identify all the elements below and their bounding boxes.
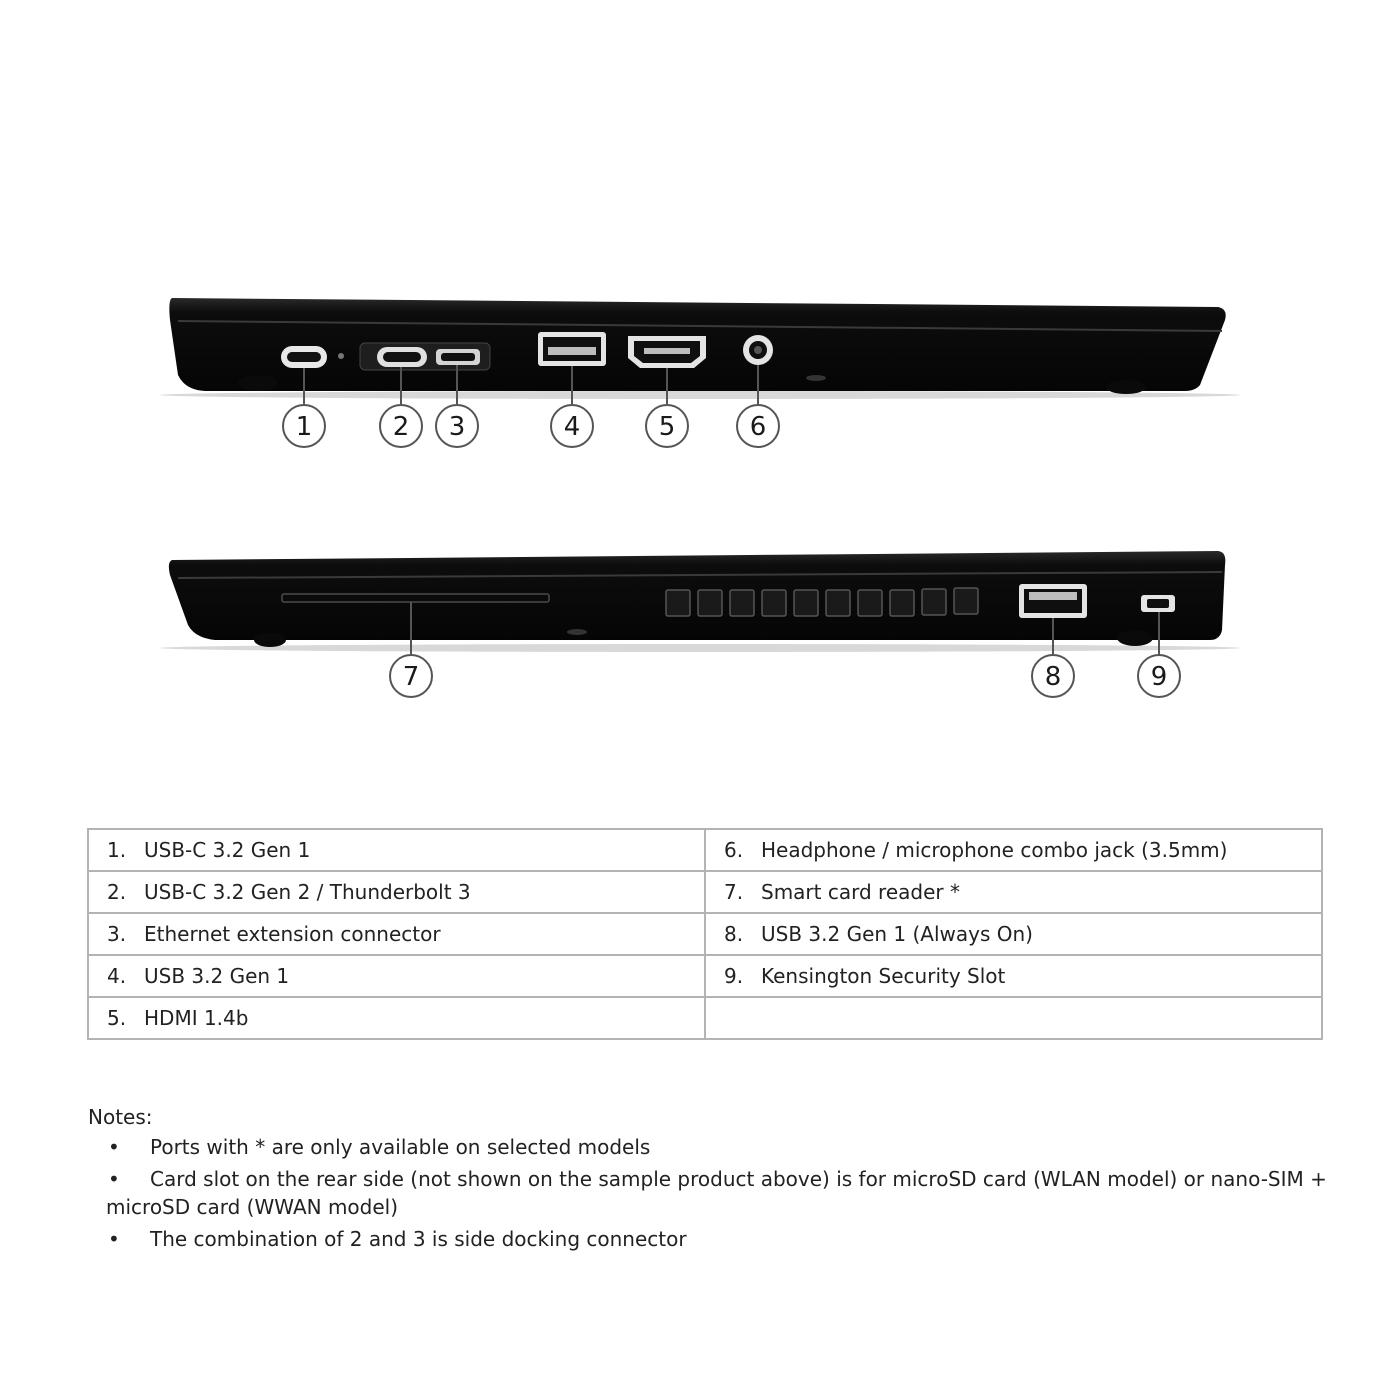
- port-number: 8.: [724, 922, 744, 946]
- callout-label-3: 3: [448, 412, 466, 442]
- notes-section: [88, 1103, 1328, 1257]
- note-text: Card slot on the rear side (not shown on the sample product above) is for microSD card (WLAN model) or nano-SIM + microSD card (WWAN model): [106, 1167, 1327, 1219]
- port-number: 7.: [724, 880, 744, 904]
- port-label: USB-C 3.2 Gen 2 / Thunderbolt 3: [144, 880, 471, 904]
- port-label: Headphone / microphone combo jack (3.5mm): [761, 838, 1228, 862]
- callout-label-1: 1: [295, 412, 313, 442]
- laptop-left-side-view: [160, 298, 1240, 404]
- empty-table-cell: [705, 997, 1322, 1039]
- port-label: USB-C 3.2 Gen 1: [144, 838, 311, 862]
- note-text: Ports with * are only available on selected models: [150, 1135, 651, 1159]
- note-item: [88, 1165, 1328, 1221]
- table-row: [88, 997, 1322, 1039]
- ports-table: [87, 828, 1323, 1040]
- table-cell: [705, 955, 1322, 997]
- port-number: 2.: [107, 880, 127, 904]
- table-row: [88, 871, 1322, 913]
- port-label: Smart card reader *: [761, 880, 960, 904]
- table-row: [88, 913, 1322, 955]
- callout-label-5: 5: [658, 412, 676, 442]
- table-cell: [88, 913, 705, 955]
- callout-label-6: 6: [749, 412, 767, 442]
- port-label: USB 3.2 Gen 1 (Always On): [761, 922, 1033, 946]
- note-text: The combination of 2 and 3 is side docking connector: [150, 1227, 687, 1251]
- callout-label-4: 4: [563, 412, 581, 442]
- table-row: [88, 955, 1322, 997]
- table-cell: [88, 997, 705, 1039]
- port-label: Kensington Security Slot: [761, 964, 1006, 988]
- notes-heading: Notes:: [88, 1105, 153, 1129]
- table-cell: [705, 829, 1322, 871]
- smart-card-slot-7: [282, 594, 549, 602]
- port-number: 6.: [724, 838, 744, 862]
- port-label: Ethernet extension connector: [144, 922, 441, 946]
- port-number: 9.: [724, 964, 744, 988]
- table-cell: [88, 829, 705, 871]
- port-number: 3.: [107, 922, 127, 946]
- bullet-icon: •: [108, 1167, 120, 1191]
- table-cell: [88, 871, 705, 913]
- table-row: [88, 829, 1322, 871]
- port-number: 5.: [107, 1006, 127, 1030]
- table-cell: [88, 955, 705, 997]
- port-label: USB 3.2 Gen 1: [144, 964, 290, 988]
- note-item: [88, 1133, 1328, 1161]
- notes-list: [88, 1133, 1328, 1253]
- table-cell: [705, 913, 1322, 955]
- callout-label-7: 7: [402, 662, 420, 692]
- laptop-right-side-view: [160, 551, 1240, 655]
- callout-label-8: 8: [1044, 662, 1062, 692]
- port-number: 4.: [107, 964, 127, 988]
- note-item: [88, 1225, 1328, 1253]
- bullet-icon: •: [108, 1227, 120, 1251]
- table-cell: [705, 871, 1322, 913]
- port-number: 1.: [107, 838, 127, 862]
- bullet-icon: •: [108, 1135, 120, 1159]
- callout-label-9: 9: [1150, 662, 1168, 692]
- callouts: [283, 405, 1180, 697]
- callout-label-2: 2: [392, 412, 410, 442]
- port-label: HDMI 1.4b: [144, 1006, 249, 1030]
